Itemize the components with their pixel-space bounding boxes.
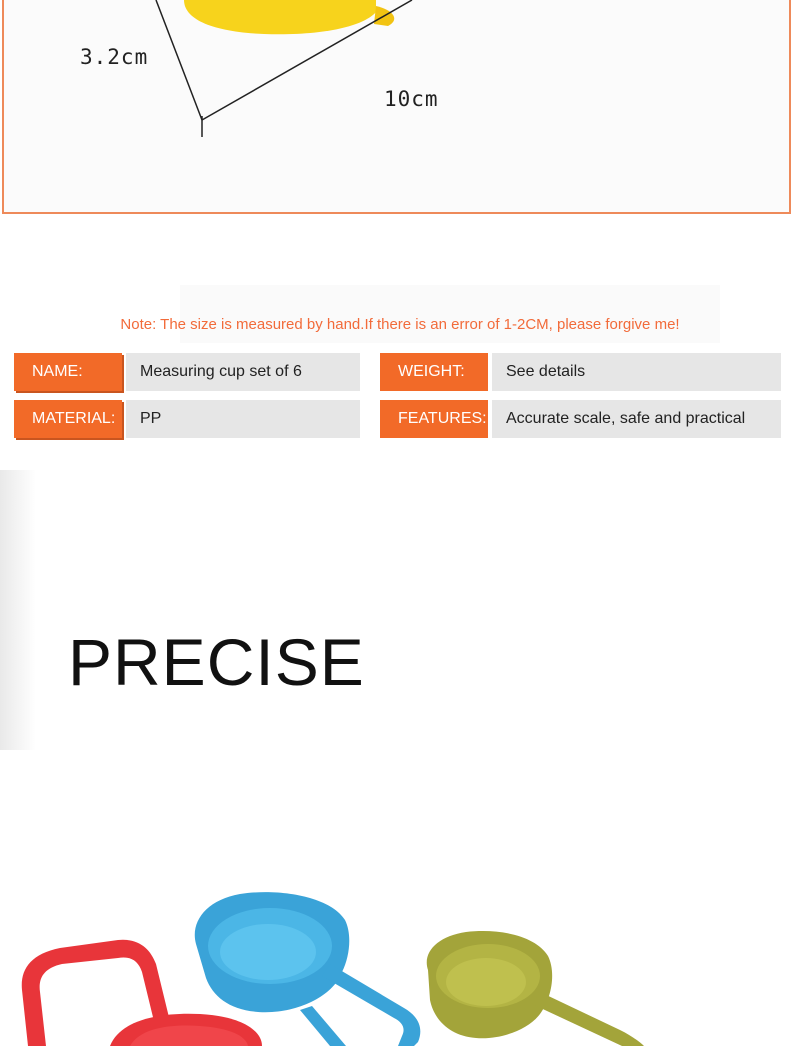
length-label: 10cm	[384, 87, 439, 111]
note-background	[180, 285, 720, 343]
headline: PRECISE	[68, 625, 365, 699]
spec-material-label: MATERIAL:	[14, 400, 122, 438]
dimension-panel	[2, 0, 791, 214]
spec-features-value: Accurate scale, safe and practical	[492, 400, 781, 438]
spec-material-value: PP	[126, 400, 360, 438]
spec-name-value: Measuring cup set of 6	[126, 353, 360, 391]
measuring-cups-image	[0, 860, 800, 1046]
height-label: 3.2cm	[80, 45, 149, 69]
size-note: Note: The size is measured by hand.If there is an error of 1-2CM, please forgive me!	[120, 316, 680, 333]
spec-weight-value: See details	[492, 353, 781, 391]
spec-name-label: NAME:	[14, 353, 122, 391]
yellow-cup-image	[184, 0, 376, 34]
spec-features-label: FEATURES:	[380, 400, 488, 438]
spec-weight-label: WEIGHT:	[380, 353, 488, 391]
left-shadow	[0, 470, 36, 750]
